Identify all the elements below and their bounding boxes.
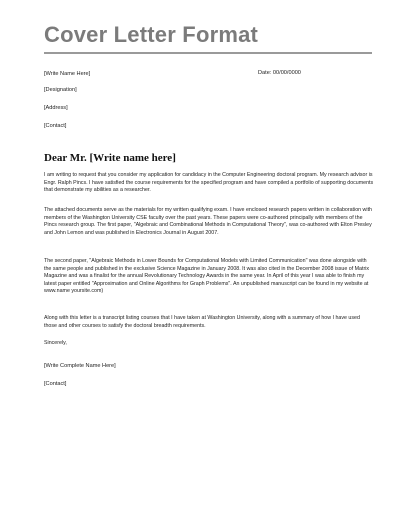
letter-date: Date: 00/00/0000 bbox=[258, 70, 301, 76]
body-paragraph-3: The second paper, "Algebraic Methods in Lower Bounds for Computational Models with Limited Communication" was done alongside with the same people and published in the exclusive Science Magazine in January 2008. It was also cited in the December 2008 issue of Matrix Magazine and was a finalist for the annual Revolutionary Technology Awards in the same year. In April of this year I was able to finish my latest paper entitled "Approximation and Online Algorithms for Graph Problems". An unpublished manuscript can be found in my website at www.name yoursite.com) bbox=[44, 258, 370, 295]
sender-name: [Write Name Here] bbox=[44, 71, 91, 77]
body-paragraph-4: Along with this letter is a transcript listing courses that I have taken at Washington University, along with a summary of how I have used those and other courses to satisfy the doctoral breadth requirements. bbox=[44, 315, 360, 329]
title-divider bbox=[44, 52, 372, 54]
sender-address: [Address] bbox=[44, 105, 68, 111]
salutation: Dear Mr. [Write name here] bbox=[44, 152, 176, 164]
sender-contact: [Contact] bbox=[44, 123, 67, 129]
closing-contact: [Contact] bbox=[44, 381, 67, 387]
document-title: Cover Letter Format bbox=[44, 22, 259, 47]
sender-designation: [Designation] bbox=[44, 87, 77, 93]
sign-off: Sincerely, bbox=[44, 340, 67, 346]
body-paragraph-1: I am writing to request that you consider my application for candidacy in the Computer Engineering doctoral program. My research advisor is Engr. Ralph Pincs. I have satisfied the course requirements for the specified program and have compiled a portfolio of supporting documents that demonstrate my abilities as a researcher. bbox=[44, 172, 374, 194]
body-paragraph-2: The attached documents serve as the materials for my written qualifying exam. I have enclosed research papers written in collaboration with members of the Washington University CSE faculty over the past years. These papers were co-authored principally with members of the Pincs research group. The first paper, "Algebraic and Combinational Methods in Computational Theory", was co-authored with Elton Presley and John Lemon and was published in Electronics Journal in August 2007. bbox=[44, 207, 372, 236]
closing-name: [Write Complete Name Here] bbox=[44, 363, 116, 369]
